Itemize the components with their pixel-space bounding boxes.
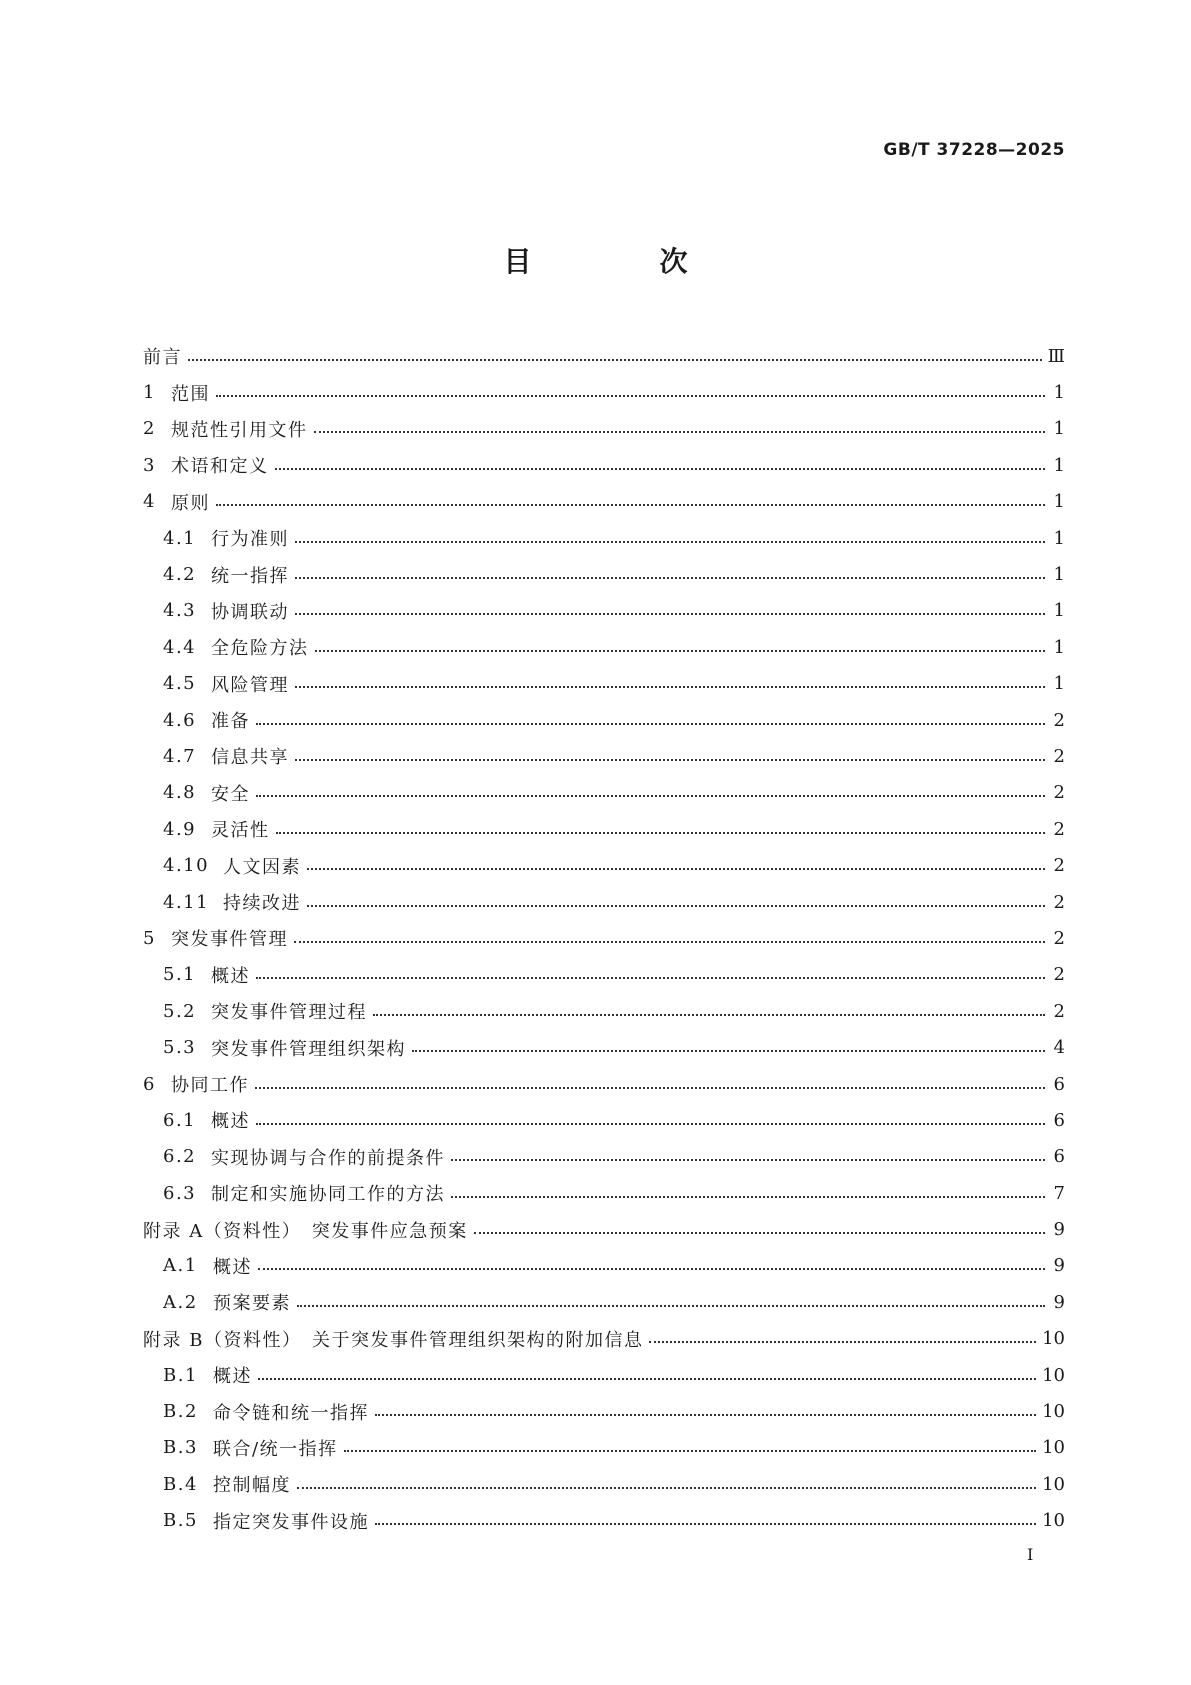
toc-entry-number: 4.8	[163, 782, 197, 804]
toc-entry-number: 6.3	[163, 1182, 197, 1204]
dot-leader	[255, 1086, 1045, 1089]
toc-entry-number: 6.1	[163, 1109, 197, 1131]
toc-entry-label: 准备	[211, 711, 250, 733]
toc-entry-page: 2	[1053, 927, 1065, 949]
toc-entry-number: 1	[143, 382, 156, 404]
toc-entry[interactable]	[143, 775, 1065, 811]
dot-leader	[314, 430, 1046, 433]
toc-entry-label: 突发事件管理	[171, 929, 288, 951]
toc-entry-page: 2	[1053, 782, 1065, 804]
toc-entry-page: 9	[1053, 1255, 1065, 1277]
toc-entry[interactable]	[143, 1248, 1065, 1284]
dot-leader	[295, 685, 1045, 688]
toc-entry[interactable]	[143, 520, 1065, 556]
toc-entry[interactable]	[143, 1503, 1065, 1539]
toc-entry-label: 制定和实施协同工作的方法	[211, 1184, 445, 1206]
toc-entry-number: 5.3	[163, 1037, 197, 1059]
dot-leader	[297, 1304, 1045, 1307]
toc-entry[interactable]	[143, 1466, 1065, 1502]
toc-entry-label: 概述	[211, 1111, 250, 1133]
dot-leader	[258, 1267, 1045, 1270]
toc-entry[interactable]	[143, 1139, 1065, 1175]
toc-entry[interactable]	[143, 1102, 1065, 1138]
toc-entry-number: B.1	[163, 1364, 198, 1386]
dot-leader	[474, 1231, 1045, 1234]
toc-entry-page: 10	[1042, 1510, 1065, 1532]
toc-entry[interactable]	[143, 411, 1065, 447]
toc-entry-number: 4.1	[163, 527, 197, 549]
toc-entry-page: 6	[1053, 1109, 1065, 1131]
toc-entry[interactable]	[143, 1357, 1065, 1393]
toc-entry[interactable]	[143, 1066, 1065, 1102]
toc-entry[interactable]	[143, 1284, 1065, 1320]
toc-entry[interactable]	[143, 993, 1065, 1029]
dot-leader	[256, 794, 1045, 797]
toc-entry-number: 4.4	[163, 636, 197, 658]
toc-entry[interactable]	[143, 1321, 1065, 1357]
toc-entry-number: B.3	[163, 1437, 198, 1459]
toc-entry-page: 9	[1053, 1291, 1065, 1313]
toc-entry[interactable]	[143, 1211, 1065, 1247]
toc-entry-page: 1	[1053, 418, 1065, 440]
dot-leader	[276, 831, 1046, 834]
toc-entry-page: Ⅲ	[1047, 345, 1065, 367]
toc-entry-number: 4.6	[163, 709, 197, 731]
toc-entry-page: 2	[1053, 1000, 1065, 1022]
toc-entry-page: 2	[1053, 709, 1065, 731]
toc-entry-label: 概述	[213, 1256, 252, 1278]
dot-leader	[295, 576, 1045, 579]
toc-entry-page: 6	[1053, 1146, 1065, 1168]
dot-leader	[307, 867, 1045, 870]
toc-entry-number: 4.9	[163, 818, 197, 840]
toc-entry-number: B.5	[163, 1510, 198, 1532]
toc-entry-number: 4.10	[163, 855, 210, 877]
dot-leader	[649, 1340, 1036, 1343]
toc-entry-label: 范围	[171, 383, 210, 405]
toc-entry[interactable]	[143, 1029, 1065, 1065]
toc-entry-number: 4.2	[163, 564, 197, 586]
toc-entry[interactable]	[143, 884, 1065, 920]
toc-entry-number: B.2	[163, 1401, 198, 1423]
toc-entry-label: 全危险方法	[211, 638, 309, 660]
toc-entry-page: 1	[1053, 673, 1065, 695]
toc-entry[interactable]	[143, 702, 1065, 738]
toc-entry-page: 1	[1053, 491, 1065, 513]
toc-entry-page: 10	[1042, 1473, 1065, 1495]
toc-entry[interactable]	[143, 484, 1065, 520]
document-code: GB/T 37228—2025	[883, 140, 1065, 160]
toc-entry[interactable]	[143, 738, 1065, 774]
dot-leader	[412, 1049, 1045, 1052]
dot-leader	[451, 1158, 1045, 1161]
dot-leader	[451, 1195, 1045, 1198]
toc-entry-label: 人文因素	[223, 856, 301, 878]
toc-entry-page: 4	[1053, 1037, 1065, 1059]
toc-entry-page: 10	[1042, 1401, 1065, 1423]
toc-entry-page: 1	[1053, 564, 1065, 586]
dot-leader	[275, 467, 1046, 470]
toc-entry-page: 10	[1042, 1364, 1065, 1386]
toc-entry-page: 10	[1042, 1328, 1065, 1350]
toc-entry-number: 6.2	[163, 1146, 197, 1168]
toc-entry-page: 2	[1053, 855, 1065, 877]
toc-entry[interactable]	[143, 1430, 1065, 1466]
dot-leader	[373, 1013, 1045, 1016]
dot-leader	[294, 940, 1045, 943]
toc-entry[interactable]	[143, 338, 1065, 374]
toc-entry-number: 5.2	[163, 1000, 197, 1022]
toc-entry-label: 突发事件管理过程	[211, 1002, 367, 1024]
toc-entry-label: 控制幅度	[213, 1475, 291, 1497]
toc-entry-label: 持续改进	[223, 893, 301, 915]
toc-entry-number: 2	[143, 418, 156, 440]
dot-leader	[344, 1449, 1037, 1452]
toc-entry-label: 信息共享	[211, 747, 289, 769]
toc-entry[interactable]	[143, 1175, 1065, 1211]
toc-entry-page: 1	[1053, 636, 1065, 658]
toc-entry-label: 指定突发事件设施	[213, 1511, 369, 1533]
toc-entry-page: 2	[1053, 818, 1065, 840]
toc-entry-label: 安全	[211, 783, 250, 805]
dot-leader	[216, 503, 1045, 506]
toc-entry[interactable]	[143, 957, 1065, 993]
dot-leader	[315, 649, 1046, 652]
toc-entry-label: 协调联动	[211, 601, 289, 623]
toc-entry[interactable]	[143, 447, 1065, 483]
table-of-contents	[143, 338, 1065, 1539]
toc-entry-number: B.4	[163, 1473, 198, 1495]
toc-entry-page: 1	[1053, 382, 1065, 404]
dot-leader	[295, 540, 1045, 543]
toc-entry[interactable]	[143, 811, 1065, 847]
toc-entry-label: 概述	[213, 1366, 252, 1388]
page-number: I	[1027, 1545, 1034, 1564]
toc-entry-number: A.1	[163, 1255, 198, 1277]
toc-entry[interactable]	[143, 1393, 1065, 1429]
toc-entry-page: 6	[1053, 1073, 1065, 1095]
toc-entry-number: 4	[143, 491, 156, 513]
toc-entry-label: 前言	[143, 347, 182, 369]
toc-entry[interactable]	[143, 920, 1065, 956]
toc-entry-label: 规范性引用文件	[171, 419, 308, 441]
toc-entry-page: 2	[1053, 964, 1065, 986]
toc-entry-page: 1	[1053, 527, 1065, 549]
toc-entry-label: 实现协调与合作的前提条件	[211, 1147, 445, 1169]
toc-entry-label: 概述	[211, 965, 250, 987]
toc-entry-page: 2	[1053, 891, 1065, 913]
toc-entry-page: 10	[1042, 1437, 1065, 1459]
toc-entry-number: 6	[143, 1073, 156, 1095]
dot-leader	[256, 722, 1045, 725]
toc-entry-number: 4.5	[163, 673, 197, 695]
dot-leader	[256, 976, 1045, 979]
toc-entry-label: 命令链和统一指挥	[213, 1402, 369, 1424]
toc-entry-label: 附录 B（资料性） 关于突发事件管理组织架构的附加信息	[143, 1329, 644, 1351]
dot-leader	[307, 904, 1045, 907]
toc-entry-label: 预案要素	[213, 1293, 291, 1315]
toc-entry-label: 协同工作	[171, 1075, 249, 1096]
dot-leader	[295, 612, 1045, 615]
toc-entry[interactable]	[143, 556, 1065, 592]
toc-entry-number: A.2	[163, 1291, 198, 1313]
dot-leader	[258, 1377, 1036, 1380]
toc-entry[interactable]	[143, 629, 1065, 665]
toc-entry-number: 4.7	[163, 745, 197, 767]
toc-entry-page: 2	[1053, 745, 1065, 767]
dot-leader	[375, 1522, 1036, 1525]
toc-entry-label: 突发事件管理组织架构	[211, 1038, 406, 1060]
toc-entry-number: 3	[143, 454, 156, 476]
dot-leader	[297, 1486, 1036, 1489]
toc-entry-number: 5.1	[163, 964, 197, 986]
page-title: 目 次	[503, 245, 738, 278]
toc-entry-number: 4.11	[163, 891, 210, 913]
toc-entry-page: 7	[1053, 1182, 1065, 1204]
toc-entry[interactable]	[143, 847, 1065, 883]
dot-leader	[256, 1122, 1045, 1125]
toc-entry-page: 1	[1053, 600, 1065, 622]
toc-entry-number: 4.3	[163, 600, 197, 622]
toc-entry[interactable]	[143, 374, 1065, 410]
toc-entry-page: 9	[1053, 1219, 1065, 1241]
toc-entry-label: 统一指挥	[211, 565, 289, 587]
toc-entry[interactable]	[143, 593, 1065, 629]
toc-entry[interactable]	[143, 666, 1065, 702]
dot-leader	[375, 1413, 1036, 1416]
toc-entry-number: 5	[143, 927, 156, 949]
dot-leader	[295, 758, 1045, 761]
dot-leader	[188, 358, 1042, 361]
toc-entry-label: 联合/统一指挥	[213, 1438, 338, 1460]
toc-entry-page: 1	[1053, 454, 1065, 476]
toc-entry-label: 原则	[171, 492, 210, 514]
toc-entry-label: 附录 A（资料性） 突发事件应急预案	[143, 1220, 468, 1242]
toc-entry-label: 灵活性	[211, 820, 270, 842]
toc-entry-label: 风险管理	[211, 674, 289, 696]
dot-leader	[216, 394, 1045, 397]
toc-entry-label: 术语和定义	[171, 456, 269, 478]
toc-entry-label: 行为准则	[211, 529, 289, 551]
